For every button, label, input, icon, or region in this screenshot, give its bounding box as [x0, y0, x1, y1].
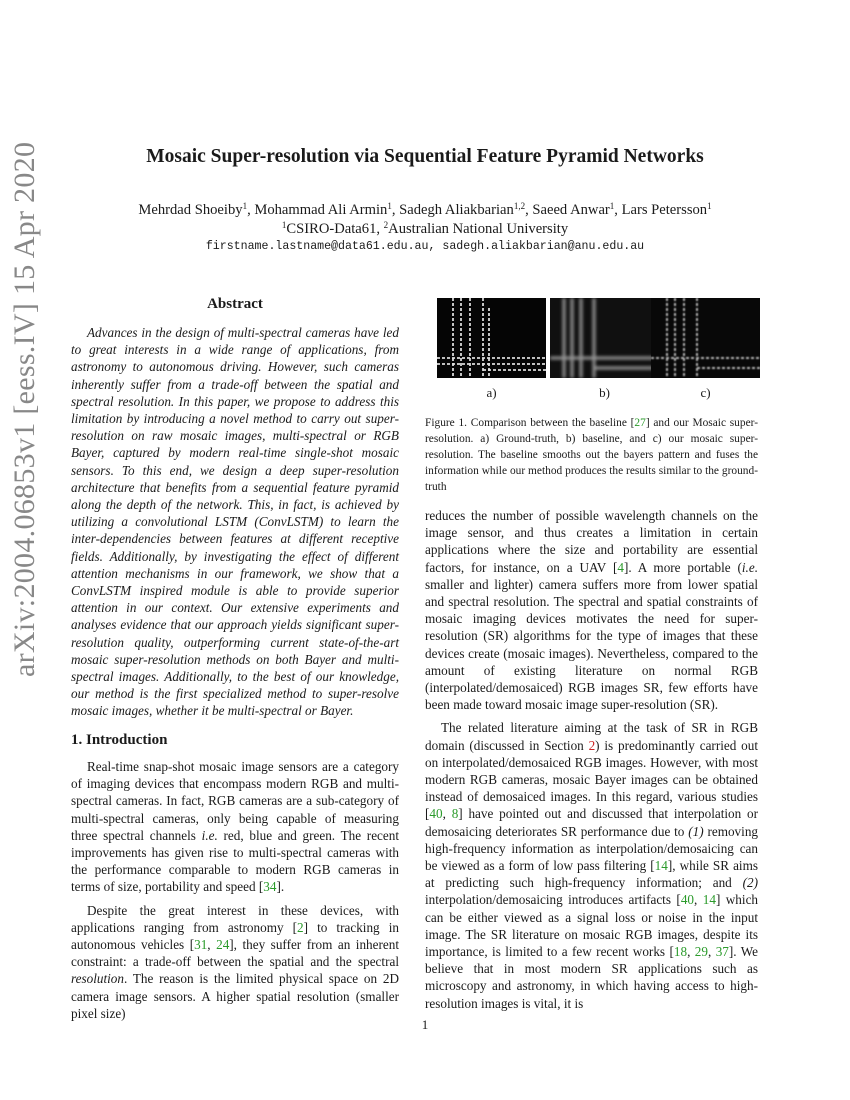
- paper-title: Mosaic Super-resolution via Sequential Feature Pyramid Networks: [146, 146, 704, 167]
- affiliation-mark: 1: [707, 201, 712, 211]
- citation-link[interactable]: 8: [451, 806, 459, 822]
- citation-link[interactable]: 18: [673, 944, 688, 960]
- figure-caption: Figure 1. Comparison between the baseline [27] and our Mosaic super-resolution. a) Ground-truth, b) baseline, and c) our mosaic super-resolution. The baseline smooths out the bayers pattern and fuses the information while our method produces the results similar to the ground-truth: [425, 417, 758, 493]
- citation-link[interactable]: 37: [715, 944, 729, 960]
- paragraph: Despite the great interest in these devices, with applications ranging from astronomy [2] to tracking in autonomous vehicles [31, 24], they suffer from an inherent constraint: a trade-off between the spatial and the spectral resolution. The reason is the limited physical space on 2D camera image sensors. A higher spatial resolution (smaller pixel size): [71, 902, 400, 1021]
- citation-link[interactable]: 40: [429, 806, 443, 822]
- abstract-text: Advances in the design of multi-spectral cameras have led to great interests in a wide range of applications, from astronomy to autonomous driving. However, such cameras inherently suffer from a trade-off between the spatial and spectral resolution. In this paper, we propose to address this limitation by introducing a novel method to carry out super-resolution on raw mosaic images, multi-spectral or RGB Bayer, captured by modern real-time single-shot mosaic sensors. To this end, we design a deep super-resolution architecture that benefits from a sequential feature pyramid along the depth of the network. This, in fact, is achieved by utilizing a convolutional LSTM (ConvLSTM) to learn the inter-dependencies between features at different receptive fields. Additionally, by investigating the effect of different attention mechanisms in our framework, we show that a ConvLSTM inspired module is able to provide superior attention in our context. Our extensive experiments and analyses evidence that our approach yields significant super-resolution quality, outperforming current state-of-the-art mosaic super-resolution methods on both Bayer and multi-spectral images. Additionally, to the best of our knowledge, our method is the first specialized method to super-resolve mosaic images, whether it be multi-spectral or Bayer.: [71, 325, 399, 719]
- section-link[interactable]: 2: [588, 737, 596, 753]
- figure-image-ground-truth: [437, 298, 546, 378]
- citation-link[interactable]: 14: [654, 858, 668, 874]
- author-name: Mehrdad Shoeiby: [138, 202, 243, 218]
- affiliation-name: Australian National University: [388, 221, 569, 237]
- introduction-body: [71, 758, 399, 1022]
- figure-label-b: b): [599, 385, 610, 400]
- abstract-body: [71, 324, 399, 720]
- figure-image-baseline: [550, 298, 659, 378]
- page-number: 1: [421, 1017, 429, 1032]
- affiliation-mark: 1,2: [513, 201, 526, 211]
- affiliations: [0, 220, 850, 239]
- affiliation-mark: 1: [609, 201, 615, 211]
- author-name: , Saeed Anwar: [525, 202, 610, 218]
- citation-link[interactable]: 40: [680, 892, 695, 908]
- citation-link[interactable]: 14: [702, 892, 716, 908]
- affiliation-mark: 1: [242, 201, 248, 211]
- figure-label-c: c): [700, 385, 711, 400]
- right-column-body: [425, 507, 758, 1012]
- citation-link[interactable]: 29: [694, 944, 708, 960]
- paragraph: Real-time snap-shot mosaic image sensors are a category of imaging devices that encompass modern RGB and multi-spectral cameras. In fact, RGB cameras are a sub-category of multi-spectral cameras, only being capable of measuring three spectral channels i.e. red, blue and green. The recent improvements has given rise to multi-spectral cameras with the performance comparable to modern RGB cameras in terms of size, portability and speed [34].: [71, 759, 400, 895]
- author-block: [0, 201, 850, 239]
- affiliation-name: CSIRO-Data61,: [286, 221, 384, 237]
- citation-link[interactable]: 34: [263, 879, 277, 895]
- paragraph: The related literature aiming at the task of SR in RGB domain (discussed in Section 2) is predominantly carried out on interpolated/demosaiced RGB images. However, with most modern RGB cameras, mosaic Bayer images can be obtained instead of demosaiced images. In this regard, various studies [40, 8] have pointed out and discussed that interpolation or demosaicing deteriorates SR performance due to (1) removing high-frequency information as interpolation/demosaicing can be viewed as a form of low pass filtering [14], while SR aims at predicting such high-frequency information; and (2) interpolation/demosaicing introduces artifacts [40, 14] which can be either viewed as a signal loss or noise in the input image. The SR literature on mosaic RGB images, despite its importance, is limited to a few recent works [18, 29, 37]. We believe that in most modern SR applications such as microscopy and astronomy, in which having access to high-resolution images is vital, it is: [425, 720, 759, 1011]
- paragraph: reduces the number of possible wavelength channels on the image sensor, and thus creates a limitation in certain applications where the size and portability are essential factors, for instance, on a UAV [4]. A more portable (i.e. smaller and lighter) camera suffers more from lower spatial and spectral resolution. The spectral and spatial constraints of mosaic imaging devices motivates the need for super-resolution (SR) algorithms for the type of images that these devices create (mosaic images). Nevertheless, compared to the amount of existing literature on normal RGB (interpolated/demosaiced) RGB images SR, few efforts have been made toward mosaic image super-resolution (SR).: [425, 508, 758, 713]
- author-list: [0, 201, 850, 220]
- author-name: , Mohammad Ali Armin: [247, 202, 388, 218]
- citation-link[interactable]: 2: [297, 919, 304, 935]
- abstract-heading: Abstract: [207, 296, 263, 312]
- arxiv-identifier-stamp: arXiv:2004.06853v1 [eess.IV] 15 Apr 2020: [8, 141, 41, 677]
- author-name: , Sadegh Aliakbarian: [391, 202, 514, 218]
- author-name: , Lars Petersson: [614, 202, 708, 218]
- affiliation-mark: 1: [281, 220, 287, 230]
- citation-link[interactable]: 27: [634, 417, 646, 429]
- affiliation-mark: 1: [387, 201, 392, 211]
- citation-link[interactable]: 4: [617, 559, 624, 575]
- citation-link[interactable]: 24: [216, 937, 230, 953]
- section-heading-introduction: 1. Introduction: [71, 732, 168, 748]
- figure-image-ours: [651, 298, 760, 378]
- citation-link[interactable]: 31: [194, 937, 208, 953]
- author-emails: firstname.lastname@data61.edu.au, sadegh.aliakbarian@anu.edu.au: [205, 240, 645, 253]
- figure-label-a: a): [486, 385, 497, 400]
- affiliation-mark: 2: [383, 220, 389, 230]
